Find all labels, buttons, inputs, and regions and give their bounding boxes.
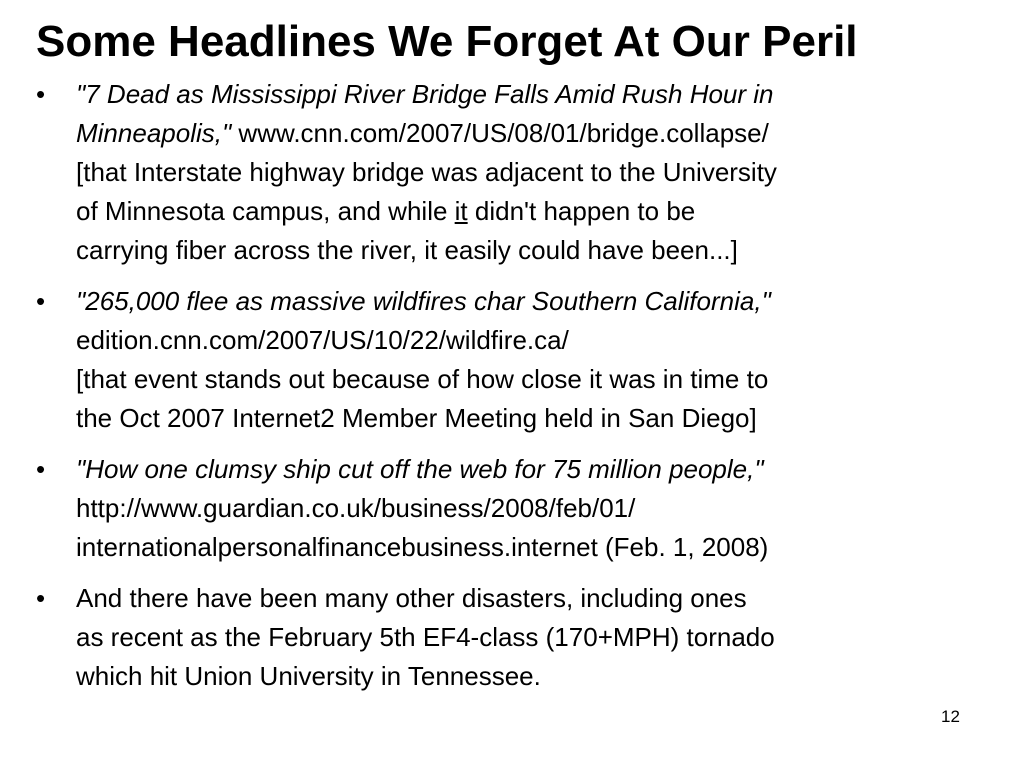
- body-text: [that event stands out because of how close it was in time to: [76, 364, 769, 394]
- body-text: didn't happen to be: [467, 196, 696, 226]
- bullet-line: [76, 192, 1005, 231]
- body-text: [that Interstate highway bridge was adjacent to the University: [76, 157, 777, 187]
- bullet-item: [30, 579, 1005, 696]
- page-number: 12: [941, 707, 960, 726]
- bullet-item: [30, 450, 1005, 567]
- bullet-line: [76, 579, 1005, 618]
- bullet-line: [76, 528, 1005, 567]
- bullet-line: [76, 450, 1005, 489]
- bullet-line: [76, 657, 1005, 696]
- body-text: of Minnesota campus, and while: [76, 196, 455, 226]
- source-url: http://www.guardian.co.uk/business/2008/feb/01/: [76, 493, 636, 523]
- body-text: carrying fiber across the river, it easily could have been...]: [76, 235, 738, 265]
- body-text: as recent as the February 5th EF4-class (170+MPH) tornado: [76, 622, 775, 652]
- body-text: which hit Union University in Tennessee.: [76, 661, 541, 691]
- source-url: www.cnn.com/2007/US/08/01/bridge.collapse/: [231, 118, 769, 148]
- underlined-word: it: [454, 196, 468, 226]
- bullet-item: [30, 75, 1005, 270]
- bullet-dot: •: [36, 454, 46, 484]
- slide-title: Some Headlines We Forget At Our Peril: [36, 17, 858, 66]
- headline-text: "265,000 flee as massive wildfires char Southern California,": [76, 286, 771, 316]
- body-text: And there have been many other disasters, including ones: [76, 583, 747, 613]
- bullet-dot: •: [36, 583, 46, 613]
- bullet-line: [76, 489, 1005, 528]
- bullet-line: [76, 321, 1005, 360]
- bullet-line: [76, 618, 1005, 657]
- bullet-line: [76, 231, 1005, 270]
- source-url: internationalpersonalfinancebusiness.internet (Feb. 1, 2008): [76, 532, 769, 562]
- bullet-line: [76, 360, 1005, 399]
- bullet-line: [76, 153, 1005, 192]
- source-url: edition.cnn.com/2007/US/10/22/wildfire.ca/: [76, 325, 569, 355]
- bullet-dot: •: [36, 286, 46, 316]
- bullet-line: [76, 114, 1005, 153]
- headline-text: "7 Dead as Mississippi River Bridge Falls Amid Rush Hour in: [76, 79, 774, 109]
- headline-text: Minneapolis,": [76, 118, 232, 148]
- bullet-list: [30, 75, 1005, 708]
- bullet-dot: •: [36, 79, 46, 109]
- bullet-item: [30, 282, 1005, 438]
- bullet-line: [76, 399, 1005, 438]
- headline-text: "How one clumsy ship cut off the web for 75 million people,": [76, 454, 764, 484]
- bullet-line: [76, 282, 1005, 321]
- body-text: the Oct 2007 Internet2 Member Meeting held in San Diego]: [76, 403, 757, 433]
- bullet-line: [76, 75, 1005, 114]
